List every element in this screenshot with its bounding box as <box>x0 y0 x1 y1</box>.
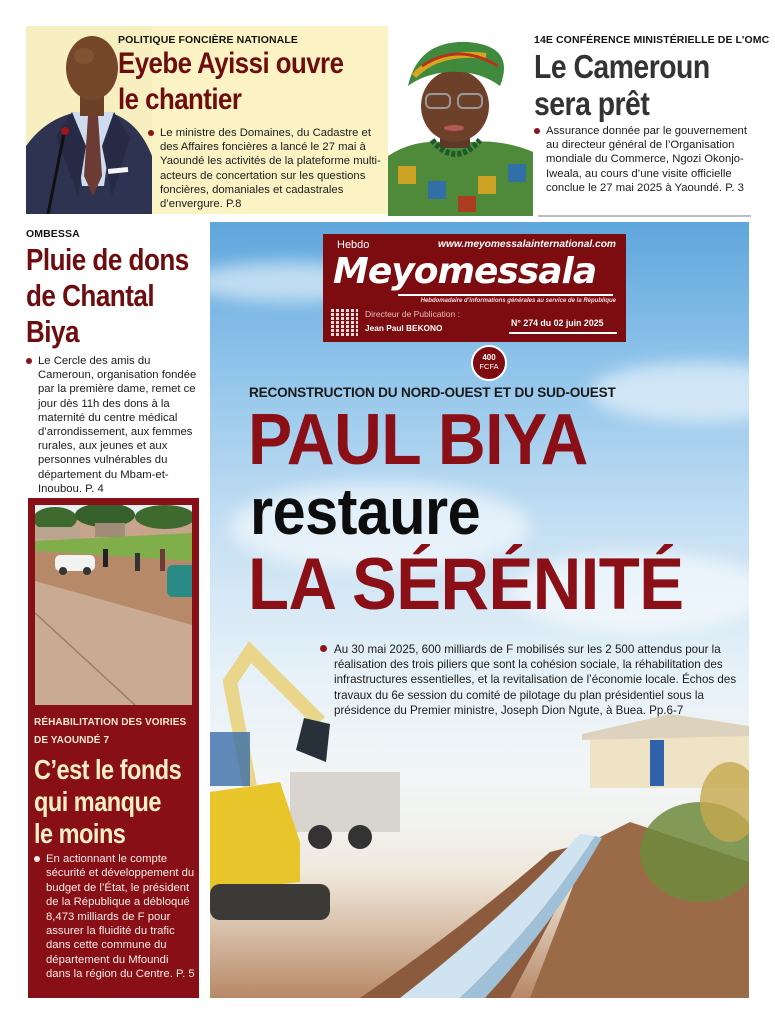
bullet-icon <box>26 358 32 364</box>
bullet-icon <box>34 856 40 862</box>
headline-line: de Chantal <box>26 278 155 313</box>
story-deck <box>46 852 196 982</box>
story-deck <box>38 354 208 496</box>
kicker-line: RÉHABILITATION DES VOIRIES <box>34 717 187 728</box>
story-kicker: OMBESSA <box>26 228 80 240</box>
story-ombessa[interactable] <box>26 228 201 495</box>
headline-line: Biya <box>26 314 79 349</box>
main-deck <box>334 642 742 718</box>
newspaper-logo: Meyomessala <box>333 251 597 292</box>
logo-underline <box>398 294 613 296</box>
headline-line: sera prêt <box>534 85 650 122</box>
bullet-icon <box>320 645 327 652</box>
main-headline-line3[interactable]: LA SÉRÉNITÉ <box>248 544 684 625</box>
headline-line: Pluie de dons <box>26 242 189 277</box>
story-kicker: POLITIQUE FONCIÈRE NATIONALE <box>118 34 298 46</box>
logo-hebdo: Hebdo <box>337 239 370 251</box>
bullet-icon <box>148 130 154 136</box>
headline-line: le moins <box>34 818 126 849</box>
story-kicker <box>34 714 199 750</box>
deck-text: Assurance donnée par le gouvernement au directeur général de l’Organisation mondiale du Commerce, Ngozi Okonjo-Iweala, au cours d’une visite officielle conclue le 27 mai 2025 à Yaoundé. P. 3 <box>546 125 747 194</box>
price-badge <box>471 345 507 381</box>
tagline: Hebdomadaire d’informations générales au service de la République <box>420 298 616 304</box>
story-headline[interactable] <box>534 48 710 122</box>
headline-line: C’est le fonds <box>34 754 182 785</box>
story-kicker: 14E CONFÉRENCE MINISTÉRIELLE DE L’OMC <box>534 34 770 46</box>
deck-text: Le Cercle des amis du Cameroun, organisation fondée par la première dame, remet ce jour dès 11h des dons à la maternité du centre médical d’arrondissement, aux femmes rurales, aux jeunes et aux personnes vulnérables du département du Mbam-et-Inoubou. P. 4 <box>38 355 197 495</box>
kicker-line: DE YAOUNDÉ 7 <box>34 735 110 746</box>
qr-code-icon[interactable] <box>331 309 358 336</box>
story-headline[interactable] <box>26 242 189 350</box>
flooded-road-photo-icon <box>35 505 192 705</box>
story-headline[interactable] <box>34 754 181 850</box>
main-kicker: RECONSTRUCTION DU NORD-OUEST ET DU SUD-OUEST <box>249 385 616 400</box>
headline-line: Le Cameroun <box>534 48 710 85</box>
masthead[interactable] <box>323 234 626 342</box>
story-headline[interactable] <box>118 46 343 118</box>
issue-number: N° 274 du 02 juin 2025 <box>511 318 604 328</box>
headline-line: qui manque <box>34 786 161 817</box>
website-link[interactable]: www.meyomessalainternational.com <box>438 239 616 250</box>
deck-text: Le ministre des Domaines, du Cadastre et des Affaires foncières a lancé le 27 mai à Yaoundé les activités de la plateforme multi-acteurs de concertation sur les questions foncières, domaniales et cadastrales d’envergure. P.8 <box>160 127 381 211</box>
divider <box>538 215 751 217</box>
director-name: Jean Paul BEKONO <box>365 323 443 333</box>
divider <box>509 332 617 334</box>
deck-text: En actionnant le compte sécurité et développement du budget de l’État, le président de la République a débloqué 8,473 milliards de F pour assurer la fluidité du trafic dans cette commune du département du Mfoundi dans la région du Centre. P. 5 <box>46 853 195 981</box>
headline-line: Eyebe Ayissi ouvre <box>118 47 344 80</box>
headline-line: le chantier <box>118 83 242 116</box>
portrait-wto-director-icon <box>388 36 533 216</box>
main-story[interactable] <box>210 222 749 998</box>
director-label: Directeur de Publication : <box>365 309 460 319</box>
deck-text: Au 30 mai 2025, 600 milliards de F mobilisés sur les 2 500 attendus pour la réalisation des trois piliers que sont la cohésion sociale, la réhabilitation des infrastructures essentielles, et la revitalisation de l’économie locale. Échos des travaux du 6e session du comité de pilotage du plan présidentiel sous la présidence du Premier ministre, Joseph Dion Ngute, à Buea. Pp.6-7 <box>334 643 737 717</box>
story-top-right[interactable] <box>388 26 770 216</box>
bullet-icon <box>534 128 540 134</box>
price-currency: FCFA <box>479 362 499 371</box>
main-headline-line2[interactable]: restaure <box>250 474 481 548</box>
story-deck <box>160 126 386 211</box>
story-top-left[interactable] <box>26 26 388 214</box>
price-amount: 400 <box>482 353 496 362</box>
story-voiries[interactable] <box>28 498 199 998</box>
story-deck <box>546 124 751 195</box>
main-headline-line1[interactable]: PAUL BIYA <box>248 400 588 480</box>
